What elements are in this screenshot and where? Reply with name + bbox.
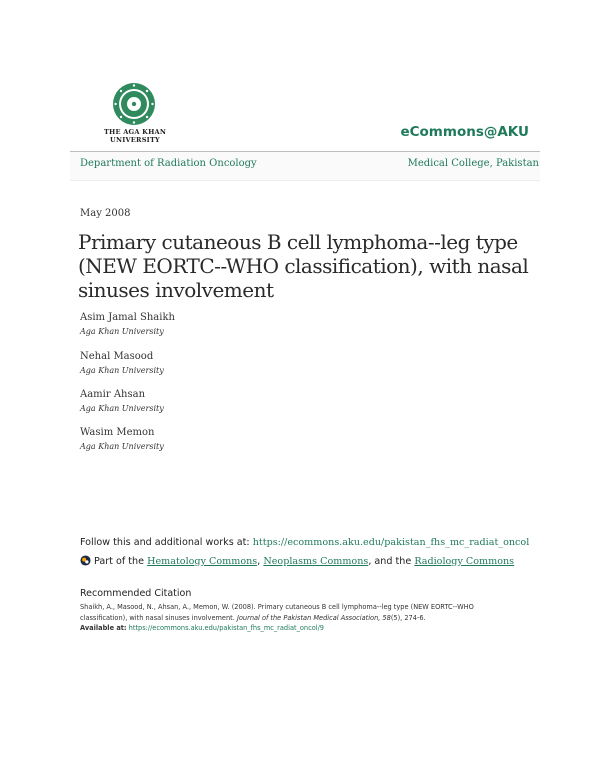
citation-body: Shaikh, A., Masood, N., Ahsan, A., Memon, W. (2008). Primary cutaneous B cell lymphoma--leg type (NEW EORTC--WHO classification), with nasal sinuses involvement. bbox=[80, 603, 474, 622]
separator: , bbox=[257, 556, 264, 567]
follow-prefix: Follow this and additional works at: bbox=[80, 537, 253, 548]
author-affiliation: Aga Khan University bbox=[80, 327, 164, 336]
collection-url-link[interactable]: https://ecommons.aku.edu/pakistan_fhs_mc_radiat_oncol bbox=[252, 537, 530, 548]
author-affiliation: Aga Khan University bbox=[80, 366, 164, 375]
available-at-label: Available at: bbox=[80, 624, 127, 632]
part-of-line bbox=[80, 555, 514, 567]
logo-wordmark: THE AGA KHAN UNIVERSITY bbox=[103, 128, 167, 144]
aku-seal-icon bbox=[112, 82, 156, 126]
radiology-commons-link[interactable]: Radiology Commons bbox=[414, 556, 515, 567]
author-affiliation: Aga Khan University bbox=[80, 442, 164, 451]
college-link[interactable]: Medical College, Pakistan bbox=[407, 158, 539, 169]
citation-text bbox=[80, 602, 520, 634]
recommended-citation-heading: Recommended Citation bbox=[80, 588, 192, 599]
follow-line bbox=[80, 537, 529, 548]
university-logo bbox=[80, 82, 190, 144]
commons-network-icon bbox=[80, 555, 91, 566]
article-title: Primary cutaneous B cell lymphoma--leg type (NEW EORTC--WHO classification), with nasal sinuses involvement bbox=[78, 230, 529, 302]
article-url-link[interactable]: https://ecommons.aku.edu/pakistan_fhs_mc_radiat_oncol/9 bbox=[126, 624, 324, 632]
author-name[interactable]: Aamir Ahsan bbox=[80, 389, 146, 400]
citation-issue: (5), 274-6. bbox=[390, 613, 426, 622]
author-name[interactable]: Asim Jamal Shaikh bbox=[80, 312, 175, 323]
publication-date: May 2008 bbox=[80, 208, 131, 219]
ecommons-brand-link[interactable]: eCommons@AKU bbox=[400, 124, 529, 140]
journal-name: Journal of the Pakistan Medical Association, 58 bbox=[236, 613, 391, 622]
part-of-prefix: Part of the bbox=[94, 556, 148, 567]
neoplasms-commons-link[interactable]: Neoplasms Commons bbox=[263, 556, 369, 567]
author-affiliation: Aga Khan University bbox=[80, 404, 164, 413]
hematology-commons-link[interactable]: Hematology Commons bbox=[147, 556, 258, 567]
author-name[interactable]: Wasim Memon bbox=[80, 427, 155, 438]
separator: , and the bbox=[368, 556, 415, 567]
author-name[interactable]: Nehal Masood bbox=[80, 351, 154, 362]
header-divider bbox=[70, 151, 540, 152]
department-link[interactable]: Department of Radiation Oncology bbox=[80, 158, 257, 169]
